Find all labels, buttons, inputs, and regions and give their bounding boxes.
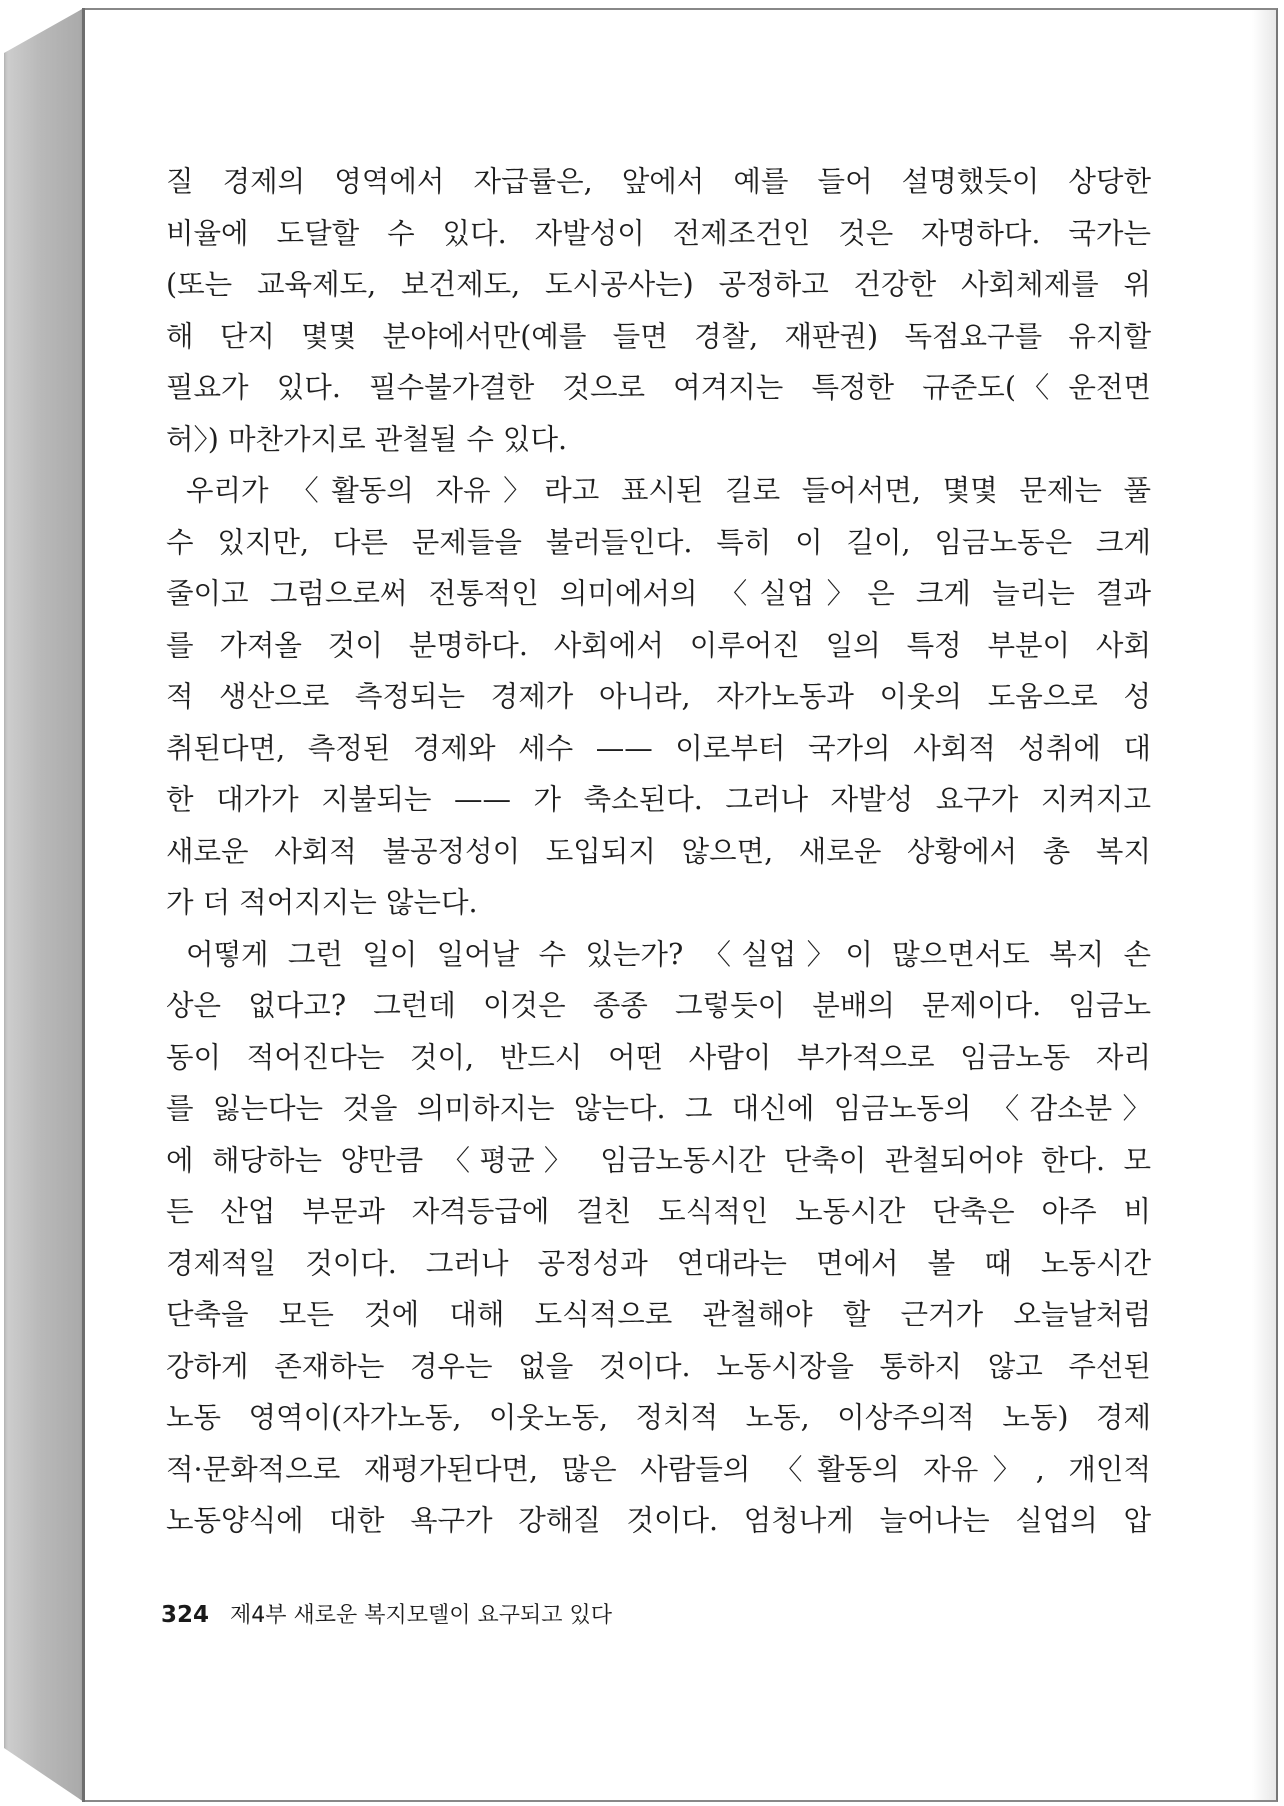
body-text bbox=[166, 156, 1151, 1547]
text-line: 한 대가가 지불되는 —— 가 축소된다. 그러나 자발성 요구가 지켜지고 bbox=[166, 783, 1151, 816]
text-line: 새로운 사회적 불공정성이 도입되지 않으면, 새로운 상황에서 총 복지 bbox=[166, 834, 1151, 868]
text-line: 줄이고 그럼으로써 전통적인 의미에서의 〈실업〉은 크게 늘리는 결과 bbox=[166, 577, 1151, 610]
text-line: 허〉) 마찬가지로 관철될 수 있다. bbox=[166, 422, 568, 456]
text-line: 가 더 적어지지는 않는다. bbox=[166, 886, 478, 919]
running-footer: 제4부 새로운 복지모델이 요구되고 있다 bbox=[230, 1603, 613, 1628]
text-line: 상은 없다고? 그런데 이것은 종종 그렇듯이 분배의 문제이다. 임금노 bbox=[166, 989, 1151, 1022]
text-line: 우리가 〈활동의 자유〉라고 표시된 길로 들어서면, 몇몇 문제는 풀 bbox=[186, 474, 1151, 507]
paragraph-2 bbox=[166, 465, 1151, 929]
text-line: 취된다면, 측정된 경제와 세수 —— 이로부터 국가의 사회적 성취에 대 bbox=[166, 731, 1151, 765]
text-line: 적 생산으로 측정되는 경제가 아니라, 자가노동과 이웃의 도움으로 성 bbox=[166, 680, 1151, 713]
text-line: 든 산업 부문과 자격등급에 걸친 도식적인 노동시간 단축은 아주 비 bbox=[166, 1195, 1151, 1228]
page-edge-shadow bbox=[1252, 10, 1276, 1800]
text-line: 를 가져올 것이 분명하다. 사회에서 이루어진 일의 특정 부분이 사회 bbox=[166, 628, 1151, 662]
text-line: 노동 영역이(자가노동, 이웃노동, 정치적 노동, 이상주의적 노동) 경제 bbox=[166, 1401, 1151, 1434]
text-line: 해 단지 몇몇 분야에서만(예를 들면 경찰, 재판권) 독점요구를 유지할 bbox=[166, 319, 1151, 353]
text-line: (또는 교육제도, 보건제도, 도시공사는) 공정하고 건강한 사회체제를 위 bbox=[166, 268, 1151, 301]
text-line: 를 잃는다는 것을 의미하지는 않는다. 그 대신에 임금노동의 〈감소분〉 bbox=[166, 1092, 1151, 1125]
page-footer bbox=[161, 1598, 612, 1629]
text-line: 동이 적어진다는 것이, 반드시 어떤 사람이 부가적으로 임금노동 자리 bbox=[166, 1040, 1151, 1074]
book-spine bbox=[4, 8, 84, 1802]
text-line: 단축을 모든 것에 대해 도식적으로 관철해야 할 근거가 오늘날처럼 bbox=[166, 1298, 1151, 1331]
page-number: 324 bbox=[161, 1602, 210, 1628]
text-line: 노동양식에 대한 욕구가 강해질 것이다. 엄청나게 늘어나는 실업의 압 bbox=[166, 1504, 1151, 1537]
text-line: 경제적일 것이다. 그러나 공정성과 연대라는 면에서 볼 때 노동시간 bbox=[166, 1246, 1151, 1280]
text-line: 적·문화적으로 재평가된다면, 많은 사람들의 〈활동의 자유〉, 개인적 bbox=[166, 1452, 1151, 1486]
text-line: 비율에 도달할 수 있다. 자발성이 전제조건인 것은 자명하다. 국가는 bbox=[166, 216, 1151, 250]
text-line: 어떻게 그런 일이 일어날 수 있는가? 〈실업〉이 많으면서도 복지 손 bbox=[186, 937, 1151, 971]
text-line: 에 해당하는 양만큼 〈평균〉 임금노동시간 단축이 관철되어야 한다. 모 bbox=[166, 1143, 1151, 1177]
text-line: 질 경제의 영역에서 자급률은, 앞에서 예를 들어 설명했듯이 상당한 bbox=[166, 165, 1151, 198]
text-line: 강하게 존재하는 경우는 없을 것이다. 노동시장을 통하지 않고 주선된 bbox=[166, 1349, 1151, 1383]
paragraph-1 bbox=[166, 156, 1151, 465]
text-line: 필요가 있다. 필수불가결한 것으로 여겨지는 특정한 규준도(〈운전면 bbox=[166, 371, 1151, 404]
text-line: 수 있지만, 다른 문제들을 불러들인다. 특히 이 길이, 임금노동은 크게 bbox=[166, 525, 1151, 559]
paragraph-3 bbox=[166, 929, 1151, 1547]
